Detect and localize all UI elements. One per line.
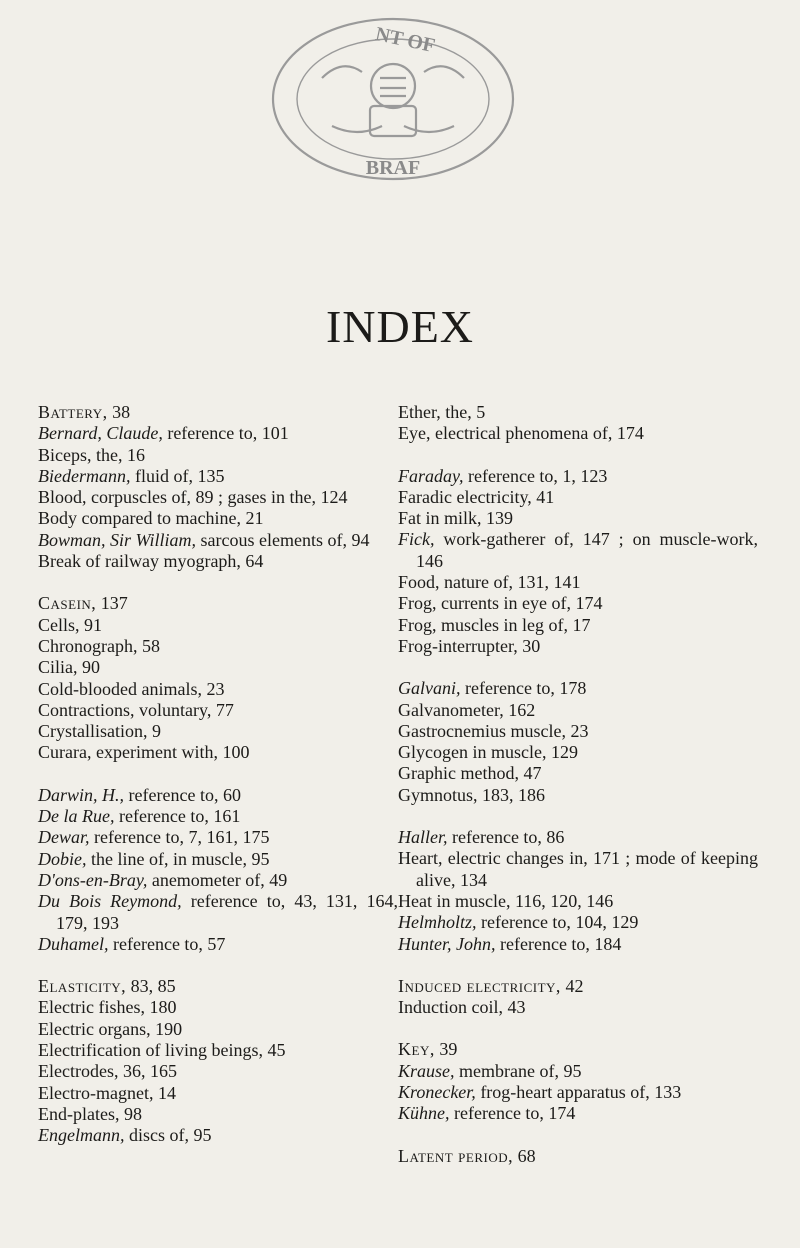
index-entry-locators: of railway myograph, 64 xyxy=(80,551,264,572)
index-entry xyxy=(38,721,398,742)
index-entry xyxy=(398,1061,758,1082)
index-entry-heading: Frog, xyxy=(398,593,437,614)
index-entry xyxy=(398,636,758,657)
index-entry-locators: of living beings, 45 xyxy=(140,1040,286,1061)
index-entry-heading: Du Bois Reymond, xyxy=(38,891,182,912)
index-entry xyxy=(38,615,398,636)
index-entry xyxy=(38,487,398,508)
library-seal-stamp xyxy=(262,8,524,190)
index-entry-locators: reference to, 1, 123 xyxy=(463,465,608,486)
index-entry xyxy=(398,912,758,933)
index-entry-locators: reference to, 60 xyxy=(124,784,241,805)
index-entry-heading: Casein, xyxy=(38,593,97,614)
index-entry-heading: Heart, xyxy=(398,848,443,869)
index-entry xyxy=(398,402,758,423)
index-entry xyxy=(398,785,758,806)
index-entry-locators: 9 xyxy=(147,721,161,742)
page-title: INDEX xyxy=(325,301,475,352)
index-entry xyxy=(38,679,398,700)
index-entry-heading: Faraday, xyxy=(398,465,464,486)
index-entry xyxy=(38,827,398,848)
index-entry xyxy=(398,423,758,444)
index-entry-locators: frog-heart apparatus of, 133 xyxy=(475,1082,682,1103)
index-entry-locators: 98 xyxy=(119,1103,142,1124)
index-entry xyxy=(398,572,758,593)
index-entry xyxy=(38,1125,398,1146)
index-entry-heading: Darwin, H., xyxy=(38,784,125,805)
index-entry-locators: work-gatherer of, 147 ; on muscle-work, 146 xyxy=(416,529,758,571)
index-entry xyxy=(398,827,758,848)
index-entry xyxy=(398,678,758,699)
index-column-left xyxy=(38,402,398,1168)
index-entry xyxy=(398,508,758,529)
index-entry-heading: Heat xyxy=(398,890,432,911)
index-entry-locators: voluntary, 77 xyxy=(134,699,234,720)
index-entry-heading: Galvani, xyxy=(398,678,461,699)
index-entry xyxy=(38,530,398,551)
index-entry-locators: the, 16 xyxy=(91,444,145,465)
index-entry xyxy=(398,615,758,636)
index-entry-locators: method, 47 xyxy=(455,763,542,784)
index-letter-group xyxy=(38,976,398,1146)
index-entry-locators: 83, 85 xyxy=(126,976,176,997)
index-entry xyxy=(38,508,398,529)
index-entry xyxy=(398,1146,758,1167)
index-entry-heading: Crystallisation, xyxy=(38,721,148,742)
index-entry-locators: animals, 23 xyxy=(137,678,225,699)
index-letter-group xyxy=(398,1146,758,1167)
index-entry-locators: 90 xyxy=(77,657,100,678)
index-entry-heading: Hunter, John, xyxy=(398,933,496,954)
index-entry-heading: Krause, xyxy=(398,1060,455,1081)
index-entry-heading: Key, xyxy=(398,1039,435,1060)
index-entry-locators: currents in eye of, 174 xyxy=(436,593,603,614)
index-entry-heading: Duhamel, xyxy=(38,933,109,954)
index-entry xyxy=(38,891,398,934)
index-entry xyxy=(398,466,758,487)
index-entry-locators: 58 xyxy=(137,635,160,656)
index-entry-heading: Electrodes, xyxy=(38,1061,119,1082)
index-entry xyxy=(398,700,758,721)
index-entry-heading: Gastrocnemius xyxy=(398,720,506,741)
index-entry xyxy=(38,806,398,827)
index-entry-locators: reference to, 101 xyxy=(162,423,289,444)
index-entry-locators: reference to, 178 xyxy=(460,678,587,699)
index-entry xyxy=(398,848,758,891)
index-entry-heading: Biedermann, xyxy=(38,465,131,486)
index-entry-locators: 39 xyxy=(434,1039,458,1060)
index-entry xyxy=(398,891,758,912)
index-entry xyxy=(38,997,398,1018)
index-entry-heading: Cells, xyxy=(38,614,80,635)
index-letter-group xyxy=(38,593,398,763)
index-entry-heading: Fick, xyxy=(398,529,435,550)
index-entry-heading: Gymnotus, xyxy=(398,784,478,805)
index-entry-locators: 14 xyxy=(153,1082,176,1103)
index-entry-locators: in muscle, 129 xyxy=(467,742,578,763)
index-entry-locators: reference to, 57 xyxy=(108,933,226,954)
index-entry-heading: Electrification xyxy=(38,1040,141,1061)
index-entry-locators: organs, 190 xyxy=(93,1018,183,1039)
index-entry-locators: 183, 186 xyxy=(477,784,546,805)
index-entry-locators: electricity, 41 xyxy=(451,486,555,507)
index-entry-heading: Helmholtz, xyxy=(398,912,477,933)
index-entry xyxy=(398,721,758,742)
index-entry xyxy=(38,700,398,721)
index-letter-group xyxy=(398,466,758,658)
index-entry xyxy=(398,1039,758,1060)
index-entry-heading: Bernard, Claude, xyxy=(38,423,163,444)
index-entry-heading: Frog-interrupter, xyxy=(398,635,518,656)
index-entry-heading: Eye, xyxy=(398,423,431,444)
index-entry-locators: reference to, 174 xyxy=(449,1103,576,1124)
index-entry-heading: D'ons-en-Bray, xyxy=(38,869,148,890)
index-entry xyxy=(38,1040,398,1061)
index-entry xyxy=(38,1061,398,1082)
index-entry xyxy=(398,593,758,614)
index-entry xyxy=(38,1019,398,1040)
index-entry xyxy=(38,1083,398,1104)
index-entry-heading: Elasticity, xyxy=(38,976,127,997)
index-entry xyxy=(38,466,398,487)
index-entry-heading: Dobie, xyxy=(38,848,87,869)
index-entry-locators: in milk, 139 xyxy=(421,508,514,529)
index-entry-locators: 162 xyxy=(503,699,536,720)
index-entry-locators: membrane of, 95 xyxy=(454,1060,582,1081)
index-entry-heading: Graphic xyxy=(398,763,456,784)
index-entry xyxy=(38,976,398,997)
index-entry xyxy=(38,1104,398,1125)
index-entry xyxy=(398,997,758,1018)
index-entry xyxy=(398,1103,758,1124)
index-entry-heading: Body xyxy=(38,508,78,529)
index-letter-group xyxy=(398,402,758,445)
index-entry-locators: fishes, 180 xyxy=(93,997,177,1018)
index-entry-locators: compared to machine, 21 xyxy=(77,508,264,529)
index-entry-heading: Galvanometer, xyxy=(398,699,504,720)
index-entry xyxy=(38,934,398,955)
seal-top-text: NT OF xyxy=(373,23,437,58)
index-entry-heading: Biceps, xyxy=(38,444,92,465)
index-entry xyxy=(38,423,398,444)
index-letter-group xyxy=(398,827,758,955)
index-entry-locators: coil, 43 xyxy=(467,997,526,1018)
index-entry-heading: Electric xyxy=(38,1018,94,1039)
index-letter-group xyxy=(398,678,758,806)
index-entry xyxy=(38,593,398,614)
index-column-right xyxy=(398,402,758,1188)
index-letter-group xyxy=(38,785,398,955)
index-entry-locators: experiment with, 100 xyxy=(91,742,250,763)
index-entry-locators: in muscle, 116, 120, 146 xyxy=(431,890,614,911)
index-entry-locators: 137 xyxy=(96,593,128,614)
index-entry xyxy=(38,445,398,466)
index-entry xyxy=(398,976,758,997)
index-entry-heading: Frog, xyxy=(398,614,437,635)
index-entry-heading: Chronograph, xyxy=(38,635,138,656)
index-entry xyxy=(38,551,398,572)
index-entry xyxy=(38,657,398,678)
seal-bottom-text: BRAF xyxy=(365,157,421,179)
index-entry-heading: Kronecker, xyxy=(398,1082,476,1103)
index-entry-heading: Break xyxy=(38,551,81,572)
index-entry-heading: Latent period, xyxy=(398,1145,514,1166)
index-entry-locators: electrical phenomena of, 174 xyxy=(430,423,644,444)
index-entry-locators: reference to, 7, 161, 175 xyxy=(89,827,270,848)
index-entry xyxy=(398,763,758,784)
index-entry-locators: the line of, in muscle, 95 xyxy=(86,848,270,869)
index-entry-heading: End-plates, xyxy=(38,1103,120,1124)
index-letter-group xyxy=(38,402,398,572)
index-entry-heading: Blood, xyxy=(38,487,87,508)
index-entry-heading: Electro-magnet, xyxy=(38,1082,154,1103)
index-letter-group xyxy=(398,1039,758,1124)
index-entry-heading: Electric xyxy=(38,997,94,1018)
index-entry-heading: Bowman, Sir William, xyxy=(38,529,197,550)
index-entry-heading: Engelmann, xyxy=(38,1125,125,1146)
index-entry-heading: Fat xyxy=(398,508,422,529)
index-entry-heading: Glycogen xyxy=(398,742,468,763)
index-entry-heading: Cold-blooded xyxy=(38,678,137,699)
index-entry-heading: Battery, xyxy=(38,402,108,422)
index-entry-locators: corpuscles of, 89 ; gases in the, 124 xyxy=(86,487,348,508)
index-entry-heading: De la Rue, xyxy=(38,806,115,827)
index-entry-heading: Cilia, xyxy=(38,657,78,678)
index-entry xyxy=(38,402,398,423)
index-entry-locators: electric changes in, 171 ; mode of keeping alive, 134 xyxy=(416,848,758,890)
index-entry-heading: Kühne, xyxy=(398,1103,450,1124)
index-entry-locators: reference to, 43, 131, 164, 179, 193 xyxy=(56,891,398,933)
index-entry-locators: anemometer of, 49 xyxy=(147,869,288,890)
index-entry-heading: Curara, xyxy=(38,742,92,763)
index-entry xyxy=(398,742,758,763)
index-entry-locators: reference to, 161 xyxy=(114,806,241,827)
index-entry-locators: reference to, 184 xyxy=(495,933,622,954)
index-entry-locators: 36, 165 xyxy=(118,1061,177,1082)
index-entry-locators: sarcous elements of, 94 xyxy=(196,529,370,550)
index-entry xyxy=(38,849,398,870)
index-letter-group xyxy=(398,976,758,1019)
index-entry-locators: 42 xyxy=(560,975,584,996)
index-entry-locators: reference to, 86 xyxy=(447,827,565,848)
index-entry-locators: nature of, 131, 141 xyxy=(439,572,581,593)
index-entry-locators: 91 xyxy=(79,614,103,635)
index-entry-locators: 30 xyxy=(517,635,541,656)
index-entry-heading: Faradic xyxy=(398,486,452,507)
index-entry xyxy=(398,934,758,955)
index-entry-heading: Ether, xyxy=(398,402,441,422)
index-entry-locators: muscle, 23 xyxy=(505,720,589,741)
index-entry xyxy=(38,785,398,806)
index-entry-heading: Contractions, xyxy=(38,699,135,720)
index-entry-locators: reference to, 104, 129 xyxy=(476,912,639,933)
index-entry-heading: Dewar, xyxy=(38,827,90,848)
index-entry-locators: muscles in leg of, 17 xyxy=(436,614,591,635)
index-entry-locators: discs of, 95 xyxy=(124,1125,212,1146)
index-entry-heading: Induced electricity, xyxy=(398,975,561,996)
index-entry xyxy=(38,742,398,763)
index-entry xyxy=(398,1082,758,1103)
index-entry-locators: 68 xyxy=(513,1145,536,1166)
index-entry-heading: Food, xyxy=(398,572,440,593)
index-entry xyxy=(398,487,758,508)
index-entry-heading: Induction xyxy=(398,997,467,1018)
index-entry xyxy=(398,529,758,572)
index-entry-heading: Haller, xyxy=(398,827,448,848)
index-entry-locators: 38 xyxy=(107,402,131,422)
index-entry xyxy=(38,636,398,657)
index-entry-locators: fluid of, 135 xyxy=(130,465,225,486)
index-entry xyxy=(38,870,398,891)
index-entry-locators: the, 5 xyxy=(440,402,486,422)
